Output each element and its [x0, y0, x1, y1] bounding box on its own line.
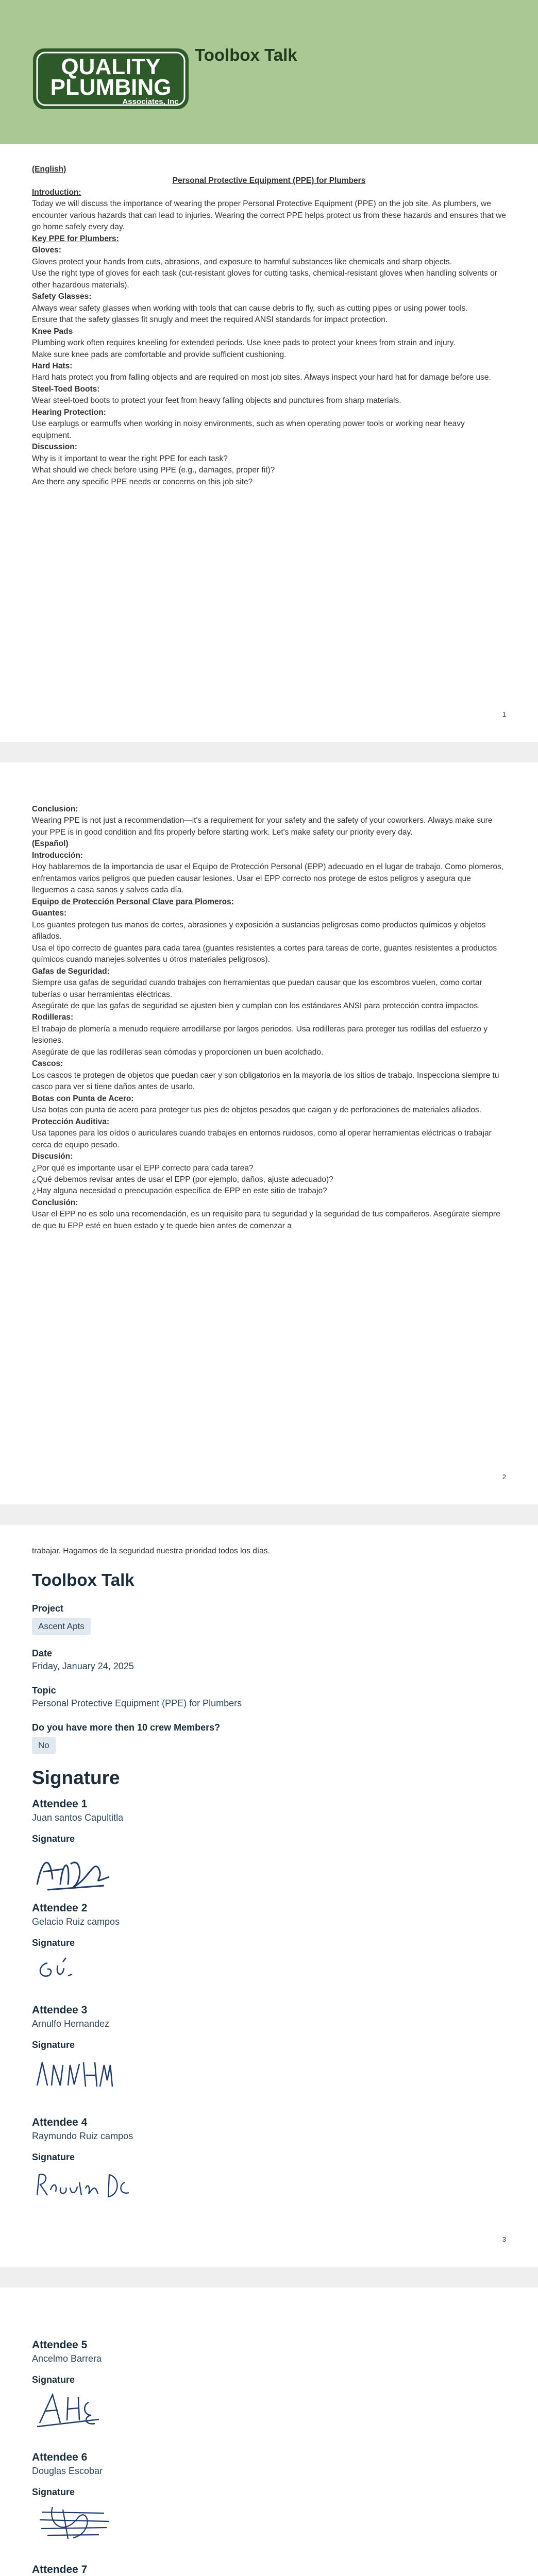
gafas-heading: Gafas de Seguridad:	[32, 967, 110, 976]
toolbox-form-continued	[32, 2339, 496, 2576]
conclusion-heading-es: Conclusión:	[32, 1198, 78, 1207]
topic-value: Personal Protective Equipment (PPE) for Plumbers	[32, 1698, 242, 1708]
botas-text: Usa botas con punta de acero para proteger tus pies de objetos pesados que caigan y de perforaciones de materiales afilados.	[32, 1106, 482, 1115]
discusion-question-3: ¿Hay alguna necesidad o preocupación específica de EPP en este sitio de trabajo?	[32, 1187, 327, 1196]
document-title: Personal Protective Equipment (PPE) for Plumbers	[172, 176, 366, 185]
discussion-question-2: What should we check before using PPE (e.g., damages, proper fit)?	[32, 466, 275, 475]
rodilleras-heading: Rodilleras:	[32, 1013, 74, 1022]
language-label-spanish: (Español)	[32, 839, 69, 849]
attendee-name: Gelacio Ruiz campos	[32, 1917, 120, 1927]
intro-text: Today we will discuss the importance of wearing the proper Personal Protective Equipment (PPE) on the job site. As plumbers, we encounter various hazards that can lead to injuries. Wearing the correct PPE helps protect us from these hazards and ensures that we go home safely every day.	[32, 199, 506, 232]
page-number: 1	[502, 710, 506, 718]
page-gap	[0, 742, 538, 762]
attendee-name: Raymundo Ruiz campos	[32, 2131, 133, 2141]
page-2	[0, 762, 538, 1504]
logo-line-3: Associates, Inc	[122, 97, 179, 106]
crew-question-value: No	[32, 1737, 56, 1754]
signature-label: Signature	[32, 2375, 75, 2385]
crew-question-label: Do you have more then 10 crew Members?	[32, 1722, 221, 1733]
hard-hats-text: Hard hats protect you from falling objects and are required on most job sites. Always inspect your hard hat for damage before use.	[32, 373, 491, 382]
signature-image	[32, 2167, 135, 2203]
knee-pads-text-1: Plumbing work often requires kneeling for extended periods. Use knee pads to protect your knees from strain and injury.	[32, 338, 456, 348]
cascos-text: Los cascos te protegen de objetos que puedan caer y son obligatorios en la mayoría de los sitios de trabajo. Inspecciona siempre tu casco para ver si tiene daños antes de usarlo.	[32, 1071, 499, 1092]
safety-glasses-heading: Safety Glasses:	[32, 292, 92, 301]
conclusion-heading: Conclusion:	[32, 805, 78, 814]
attendee-7	[32, 2564, 496, 2576]
safety-glasses-text-2: Ensure that the safety glasses fit snugly and meet the required ANSI standards for impact protection.	[32, 315, 388, 325]
intro-heading: Introduction:	[32, 188, 81, 197]
company-logo	[31, 45, 191, 112]
auditiva-text: Usa tapones para los oídos o auriculares cuando trabajes en entornos ruidosos, como al operar herramientas eléctricas o trabajar cerca de equipo pesado.	[32, 1129, 492, 1149]
attendee-3	[32, 2004, 496, 2096]
attendee-label: Attendee 7	[32, 2564, 88, 2575]
discussion-heading: Discussion:	[32, 443, 77, 452]
topic-label: Topic	[32, 1685, 56, 1696]
attendee-label: Attendee 4	[32, 2116, 88, 2128]
gloves-text-1: Gloves protect your hands from cuts, abrasions, and exposure to harmful substances like chemicals and sharp objects.	[32, 257, 452, 266]
signature-label: Signature	[32, 2040, 75, 2050]
gafas-text-2: Asegúrate de que las gafas de seguridad se ajusten bien y cumplan con los estándares ANSI para protección contra impactos.	[32, 1001, 480, 1010]
signature-label: Signature	[32, 2487, 75, 2497]
guantes-text-2: Usa el tipo correcto de guantes para cada tarea (guantes resistentes a cortes para tareas de corte, guantes resistentes a productos químicos cuando manejes solventes u otros materiales peligrosos).	[32, 943, 497, 964]
auditiva-heading: Protección Auditiva:	[32, 1117, 110, 1126]
rodilleras-text-2: Asegúrate de que las rodilleras sean cómodas y proporcionen un buen acolchado.	[32, 1047, 324, 1057]
attendee-name: Ancelmo Barrera	[32, 2353, 102, 2364]
attendee-5	[32, 2339, 496, 2431]
discusion-question-2: ¿Qué debemos revisar antes de usar el EPP (por ejemplo, daños, ajuste adecuado)?	[32, 1175, 333, 1184]
project-value: Ascent Apts	[32, 1618, 91, 1635]
signature-label: Signature	[32, 2152, 75, 2162]
conclusion-text-es-continued: trabajar. Hagamos de la seguridad nuestra prioridad todos los días.	[32, 1547, 270, 1555]
page-number: 3	[502, 2235, 506, 2243]
safety-glasses-text-1: Always wear safety glasses when working with tools that can cause debris to fly, such as cutting pipes or using power tools.	[32, 303, 468, 313]
signature-image	[32, 1849, 114, 1895]
conclusion-text-es: Usar el EPP no es solo una recomendación, es un requisito para tu seguridad y la seguridad de tus compañeros. Asegúrate siempre de que tu EPP esté en buen estado y te quede bien antes de comenzar a	[32, 1210, 500, 1230]
page-gap	[0, 2267, 538, 2287]
header-band	[0, 0, 538, 144]
attendee-1	[32, 1798, 496, 1895]
attendee-label: Attendee 3	[32, 2004, 88, 2016]
signature-heading: Signature	[32, 1767, 120, 1788]
botas-heading: Botas con Punta de Acero:	[32, 1094, 134, 1103]
intro-text-es: Hoy hablaremos de la importancia de usar el Equipo de Protección Personal (EPP) adecuado en el lugar de trabajo. Como plomeros, enfrentamos varios peligros que pueden causar lesiones. Usar el EPP correcto nos protege de estos peligros y asegura que lleguemos a casa sanos y salvos cada día.	[32, 862, 504, 895]
attendee-name: Arnulfo Hernandez	[32, 2019, 110, 2029]
app-title: Toolbox Talk	[195, 45, 297, 64]
discusion-heading: Discusión:	[32, 1152, 73, 1161]
page-4	[0, 2287, 538, 2576]
conclusion-continued	[32, 1546, 506, 1557]
page-1	[0, 0, 538, 742]
attendee-4	[32, 2116, 496, 2203]
signature-label: Signature	[32, 1834, 75, 1844]
signature-image	[32, 1953, 94, 1984]
key-ppe-heading: Key PPE for Plumbers:	[32, 234, 119, 243]
attendee-6	[32, 2451, 496, 2543]
page-3	[0, 1525, 538, 2267]
discussion-question-3: Are there any specific PPE needs or concerns on this job site?	[32, 477, 253, 486]
intro-heading-es: Introducción:	[32, 851, 83, 860]
logo-line-1: QUALITY	[61, 54, 161, 79]
hearing-protection-heading: Hearing Protection:	[32, 408, 106, 417]
attendee-label: Attendee 5	[32, 2339, 88, 2351]
signature-label: Signature	[32, 1938, 75, 1948]
cascos-heading: Cascos:	[32, 1059, 63, 1069]
gloves-text-2: Use the right type of gloves for each task (cut-resistant gloves for cutting tasks, chemical-resistant gloves when handling solvents or other hazardous materials).	[32, 269, 497, 290]
signature-image	[32, 2502, 114, 2543]
attendee-name: Douglas Escobar	[32, 2466, 103, 2476]
discussion-question-1: Why is it important to wear the right PPE for each task?	[32, 454, 228, 463]
key-ppe-heading-es: Equipo de Protección Personal Clave para Plomeros:	[32, 897, 234, 906]
signature-image	[32, 2389, 104, 2431]
steel-toed-boots-text: Wear steel-toed boots to protect your feet from heavy falling objects and punctures from sharp materials.	[32, 396, 401, 405]
toolbox-form	[32, 1570, 496, 2203]
attendee-name: Juan santos Capultitla	[32, 1812, 124, 1823]
attendee-label: Attendee 2	[32, 1902, 88, 1914]
date-value: Friday, January 24, 2025	[32, 1661, 134, 1671]
language-label-english: (English)	[32, 165, 66, 174]
form-title: Toolbox Talk	[32, 1570, 134, 1589]
project-label: Project	[32, 1603, 64, 1614]
english-section-part-2	[32, 804, 506, 1232]
attendee-label: Attendee 6	[32, 2451, 88, 2463]
conclusion-text: Wearing PPE is not just a recommendation—it's a requirement for your safety and the safety of your coworkers. Always make sure your PPE is in good condition and fits properly before starting work. Let's make safety our priority every day.	[32, 816, 493, 837]
english-section-part-1	[32, 164, 506, 488]
discusion-question-1: ¿Por qué es importante usar el EPP correcto para cada tarea?	[32, 1163, 254, 1173]
attendee-label: Attendee 1	[32, 1798, 88, 1810]
knee-pads-heading: Knee Pads	[32, 327, 73, 336]
rodilleras-text-1: El trabajo de plomería a menudo requiere arrodillarse por largos periodos. Usa rodilleras para proteger tus rodillas del esfuerzo y lesiones.	[32, 1024, 487, 1045]
date-label: Date	[32, 1648, 53, 1658]
page-number: 2	[502, 1473, 506, 1481]
guantes-heading: Guantes:	[32, 909, 67, 918]
hearing-protection-text: Use earplugs or earmuffs when working in noisy environments, such as when operating power tools or working near heavy equipment.	[32, 419, 465, 440]
signature-image	[32, 2055, 114, 2096]
guantes-text-1: Los guantes protegen tus manos de cortes, abrasiones y exposición a sustancias peligrosas como productos químicos y objetos afilados.	[32, 920, 486, 941]
hard-hats-heading: Hard Hats:	[32, 361, 73, 370]
knee-pads-text-2: Make sure knee pads are comfortable and provide sufficient cushioning.	[32, 350, 287, 359]
gafas-text-1: Siempre usa gafas de seguridad cuando trabajes con herramientas que puedan causar que los escombros vuelen, como cortar tuberías o usar herramientas eléctricas.	[32, 978, 482, 999]
page-gap	[0, 1504, 538, 1525]
logo-line-2: PLUMBING	[50, 75, 172, 100]
steel-toed-boots-heading: Steel-Toed Boots:	[32, 384, 100, 394]
attendee-2	[32, 1902, 496, 1984]
gloves-heading: Gloves:	[32, 246, 61, 255]
